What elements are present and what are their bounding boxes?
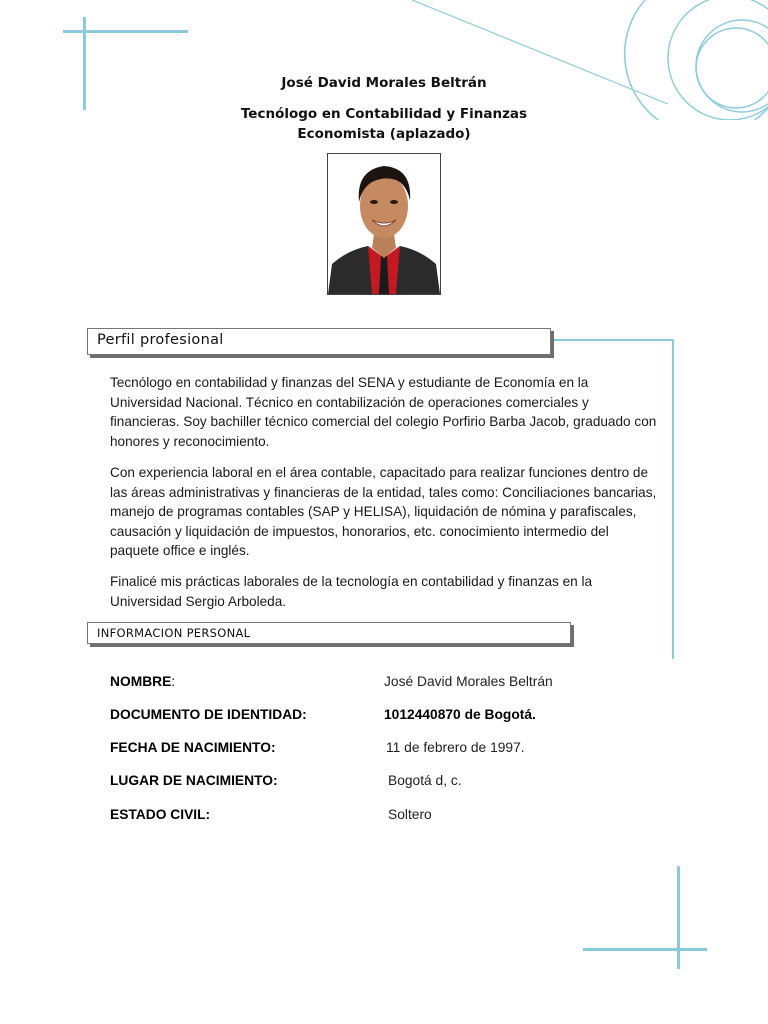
- info-label-fecha-nacimiento: FECHA DE NACIMIENTO:: [110, 740, 276, 755]
- info-value-fecha-nacimiento: 11 de febrero de 1997.: [386, 740, 525, 755]
- corner-line-bottom-right-h: [583, 948, 707, 951]
- info-value-documento: 1012440870 de Bogotá.: [384, 707, 536, 722]
- profile-section-heading: Perfil profesional: [97, 332, 224, 348]
- info-label-estado-civil: ESTADO CIVIL:: [110, 807, 211, 822]
- profile-photo: [327, 153, 441, 295]
- personal-info-heading: INFORMACION PERSONAL: [97, 626, 251, 640]
- info-value-nombre: José David Morales Beltrán: [384, 674, 553, 689]
- info-value-estado-civil: Soltero: [388, 807, 432, 822]
- corner-swirl-decoration: [400, 0, 768, 120]
- info-label-documento: DOCUMENTO DE IDENTIDAD:: [110, 707, 307, 722]
- profile-paragraph-2: Con experiencia laboral en el área contable, capacitado para realizar funciones dentro de las áreas administrativas y financieras de la entidad, tales como: Conciliaciones bancarias, manejo de programas contables (SAP y HELISA), liquidación de nómina y parafiscales, causación y liquidación de impuestos, honorarios, etc. conocimiento intermedio del paquete office e inglés.: [110, 465, 657, 558]
- corner-line-bottom-right-v: [677, 866, 680, 969]
- candidate-title-line2: Economista (aplazado): [297, 126, 471, 142]
- profile-frame-line-right: [672, 339, 674, 659]
- profile-paragraph-1: Tecnólogo en contabilidad y finanzas del SENA y estudiante de Economía en la Universidad Nacional. Técnico en contabilización de operaciones comerciales y financieras. Soy bachiller técnico comercial del colegio Porfirio Barba Jacob, graduado con honores y reconocimiento.: [110, 375, 657, 449]
- corner-line-top-left-h: [63, 30, 188, 33]
- info-value-lugar-nacimiento: Bogotá d, c.: [388, 773, 462, 788]
- info-label-lugar-nacimiento: LUGAR DE NACIMIENTO:: [110, 773, 278, 788]
- profile-frame-line-top: [550, 339, 674, 341]
- personal-info-heading-box: [87, 622, 571, 644]
- candidate-title-line1: Tecnólogo en Contabilidad y Finanzas: [240, 106, 528, 122]
- candidate-name: José David Morales Beltrán: [281, 75, 487, 91]
- info-label-nombre: NOMBRE:: [110, 674, 176, 689]
- profile-section-heading-box: [87, 328, 551, 355]
- profile-paragraph-3: Finalicé mis prácticas laborales de la tecnología en contabilidad y finanzas en la Universidad Sergio Arboleda.: [110, 574, 593, 609]
- corner-line-top-left-v: [83, 17, 86, 110]
